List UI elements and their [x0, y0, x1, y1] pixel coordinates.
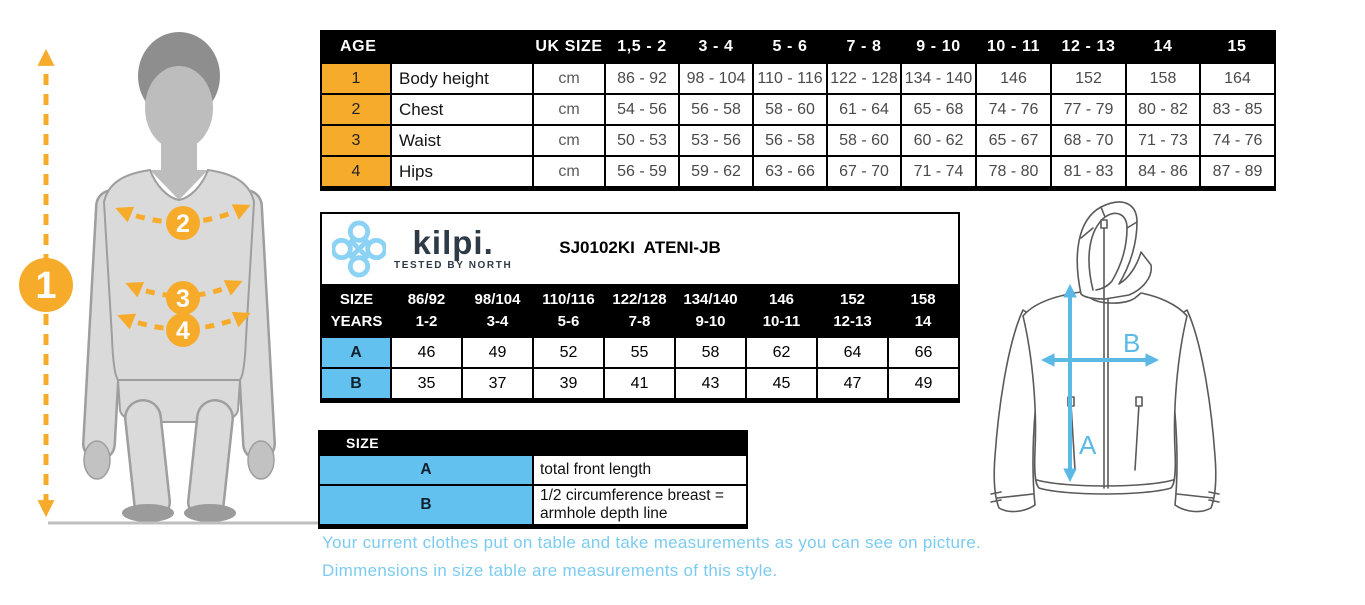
size-value: 86/92	[407, 291, 446, 308]
value-cell: 71 - 73	[1126, 125, 1200, 156]
size-col-header	[462, 285, 533, 337]
size-value: 122/128	[612, 291, 667, 308]
measure-key-cell: A	[319, 455, 533, 485]
size-col-header	[604, 285, 675, 337]
value-cell: 80 - 82	[1126, 94, 1200, 125]
size-col-header	[533, 285, 604, 337]
measure-key-cell: B	[319, 485, 533, 527]
value-cell: 58 - 60	[753, 94, 827, 125]
row-number-cell: 2	[321, 94, 391, 125]
size-value: 110/116	[542, 291, 595, 308]
value-cell: 164	[1200, 63, 1275, 94]
value-cell: 49	[462, 337, 533, 368]
value-cell: 37	[462, 368, 533, 401]
age-col-header: 12 - 13	[1051, 31, 1126, 63]
row-number-cell: 4	[321, 156, 391, 189]
table-row-hips	[321, 156, 1275, 189]
age-col-header: 7 - 8	[827, 31, 901, 63]
unit-cell: cm	[533, 94, 605, 125]
value-cell: 53 - 56	[679, 125, 753, 156]
note-line-2: Dimmensions in size table are measurements of this style.	[322, 561, 778, 580]
uk-size-header-cell: UK SIZE	[533, 31, 605, 63]
age-col-header: 1,5 - 2	[605, 31, 679, 63]
kilpi-knot-icon	[332, 220, 386, 278]
table-row-a	[321, 337, 959, 368]
value-cell: 59 - 62	[679, 156, 753, 189]
value-cell: 62	[746, 337, 817, 368]
age-col-header: 15	[1200, 31, 1275, 63]
value-cell: 55	[604, 337, 675, 368]
value-cell: 65 - 67	[976, 125, 1051, 156]
value-cell: 67 - 70	[827, 156, 901, 189]
value-cell: 66	[888, 337, 959, 368]
size-col-header	[746, 285, 817, 337]
age-size-table	[320, 30, 1276, 191]
size-col-header	[675, 285, 746, 337]
value-cell: 86 - 92	[605, 63, 679, 94]
value-cell: 58	[675, 337, 746, 368]
age-header-cell: AGE	[321, 31, 533, 63]
size-years-header-cell	[321, 285, 391, 337]
value-cell: 63 - 66	[753, 156, 827, 189]
jacket-measurement-diagram	[985, 198, 1225, 518]
value-cell: 60 - 62	[901, 125, 976, 156]
brand-tagline: TESTED BY NORTH	[394, 259, 513, 271]
value-cell: 46	[391, 337, 462, 368]
measure-key-cell: B	[321, 368, 391, 401]
measure-legend-table	[318, 430, 748, 529]
years-value: 7-8	[628, 313, 651, 330]
value-cell: 49	[888, 368, 959, 401]
value-cell: 152	[1051, 63, 1126, 94]
table-row-b	[321, 368, 959, 401]
measure-key-cell: A	[321, 337, 391, 368]
size-col-header	[888, 285, 959, 337]
age-col-header: 9 - 10	[901, 31, 976, 63]
table-row-chest	[321, 94, 1275, 125]
jacket-outline	[991, 202, 1219, 512]
legend-header-row	[319, 431, 747, 455]
size-value: 98/104	[474, 291, 521, 308]
value-cell: 71 - 74	[901, 156, 976, 189]
marker-2-label: 2	[176, 210, 190, 238]
row-label-cell: Body height	[391, 63, 533, 94]
value-cell: 47	[817, 368, 888, 401]
years-value: 9-10	[695, 313, 726, 330]
child-figure-illustration	[0, 8, 340, 548]
years-value: 10-11	[762, 313, 801, 330]
value-cell: 45	[746, 368, 817, 401]
value-cell: 56 - 59	[605, 156, 679, 189]
marker-3-label: 3	[176, 285, 190, 313]
value-cell: 68 - 70	[1051, 125, 1126, 156]
value-cell: 77 - 79	[1051, 94, 1126, 125]
brand-text	[394, 223, 513, 271]
kilpi-logo	[332, 220, 512, 278]
value-cell: 43	[675, 368, 746, 401]
value-cell: 39	[533, 368, 604, 401]
brand-name: kilpi.	[412, 223, 494, 261]
value-cell: 54 - 56	[605, 94, 679, 125]
table-row-waist	[321, 125, 1275, 156]
age-col-header: 3 - 4	[679, 31, 753, 63]
years-value: 1-2	[415, 313, 438, 330]
value-cell: 41	[604, 368, 675, 401]
size-col-header	[817, 285, 888, 337]
row-label-cell: Chest	[391, 94, 533, 125]
jacket-label-a: A	[1079, 430, 1097, 460]
row-number-cell: 3	[321, 125, 391, 156]
value-cell: 110 - 116	[753, 63, 827, 94]
row-label-cell: Hips	[391, 156, 533, 189]
years-value: 14	[914, 313, 932, 330]
age-header-row	[321, 31, 1275, 63]
value-cell: 74 - 76	[1200, 125, 1275, 156]
brand-row	[321, 213, 959, 285]
legend-row-b	[319, 485, 747, 527]
value-cell: 134 - 140	[901, 63, 976, 94]
value-cell: 87 - 89	[1200, 156, 1275, 189]
value-cell: 64	[817, 337, 888, 368]
value-cell: 58 - 60	[827, 125, 901, 156]
row-number-cell: 1	[321, 63, 391, 94]
legend-row-a	[319, 455, 747, 485]
years-value: 12-13	[833, 313, 872, 330]
jacket-label-b: B	[1123, 328, 1141, 358]
measure-description-cell: total front length	[533, 455, 747, 485]
note-line-1: Your current clothes put on table and take measurements as you can see on picture.	[322, 533, 982, 552]
product-code: SJ0102KI ATENI-JB	[559, 238, 721, 257]
unit-cell: cm	[533, 156, 605, 189]
unit-cell: cm	[533, 63, 605, 94]
age-col-header: 10 - 11	[976, 31, 1051, 63]
measurement-note	[322, 529, 981, 585]
product-size-table	[320, 212, 960, 403]
value-cell: 81 - 83	[1051, 156, 1126, 189]
product-table-header-row	[321, 285, 959, 337]
value-cell: 122 - 128	[827, 63, 901, 94]
size-value: 158	[910, 291, 936, 308]
value-cell: 56 - 58	[679, 94, 753, 125]
age-col-header: 5 - 6	[753, 31, 827, 63]
value-cell: 74 - 76	[976, 94, 1051, 125]
size-col-header	[391, 285, 462, 337]
age-col-header: 14	[1126, 31, 1200, 63]
legend-title-cell: SIZE	[319, 431, 747, 455]
value-cell: 146	[976, 63, 1051, 94]
size-value: 152	[839, 291, 866, 308]
value-cell: 78 - 80	[976, 156, 1051, 189]
value-cell: 56 - 58	[753, 125, 827, 156]
size-label: SIZE	[339, 291, 374, 308]
value-cell: 158	[1126, 63, 1200, 94]
years-value: 5-6	[557, 313, 580, 330]
row-label-cell: Waist	[391, 125, 533, 156]
marker-1-label: 1	[35, 265, 57, 307]
measure-description-cell: 1/2 circumference breast = armhole depth line	[533, 485, 747, 527]
child-silhouette	[48, 32, 336, 523]
value-cell: 83 - 85	[1200, 94, 1275, 125]
marker-4-label: 4	[176, 317, 190, 345]
brand-cell	[321, 213, 959, 285]
value-cell: 84 - 86	[1126, 156, 1200, 189]
years-value: 3-4	[486, 313, 509, 330]
years-label: YEARS	[330, 313, 383, 330]
unit-cell: cm	[533, 125, 605, 156]
value-cell: 52	[533, 337, 604, 368]
table-row-body-height	[321, 63, 1275, 94]
size-value: 134/140	[683, 291, 738, 308]
value-cell: 61 - 64	[827, 94, 901, 125]
value-cell: 35	[391, 368, 462, 401]
size-value: 146	[768, 291, 795, 308]
value-cell: 50 - 53	[605, 125, 679, 156]
value-cell: 98 - 104	[679, 63, 753, 94]
value-cell: 65 - 68	[901, 94, 976, 125]
